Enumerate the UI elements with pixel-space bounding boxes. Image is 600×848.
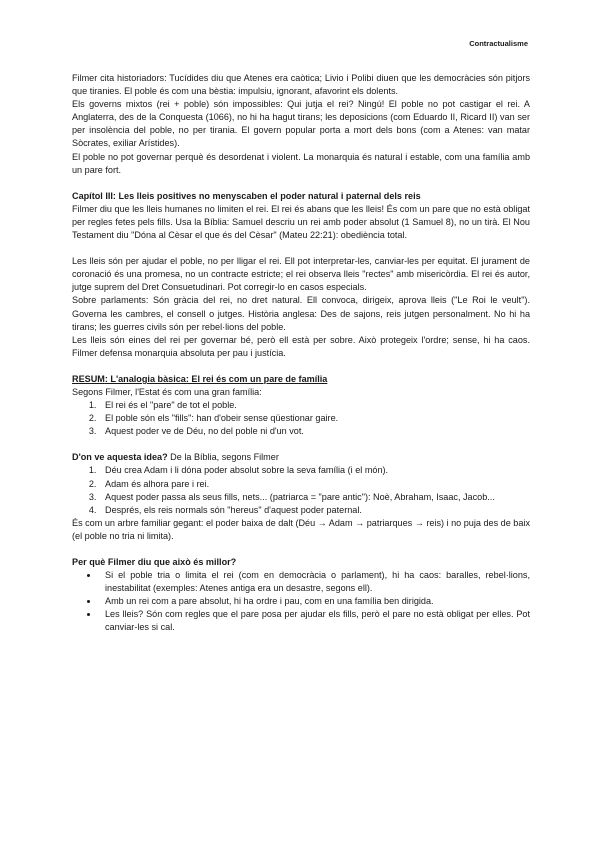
list-item: 2. Adam és alhora pare i rei.	[99, 478, 530, 491]
list-item: • Amb un rei com a pare absolut, hi ha ordre i pau, com en una família ben dirigida.	[99, 595, 530, 608]
summary-heading-text: : L'analogia bàsica: El rei és com un pare de família	[104, 373, 328, 384]
list-item: 1. El rei és el "pare" de tot el poble.	[99, 399, 530, 412]
origin-list	[72, 464, 530, 516]
chapter3-paragraph-3: Sobre parlaments: Són gràcia del rei, no dret natural. Ell convoca, dirigeix, aprova lleis ("Le Roi le veult"). Governa les cambres, el consell o jutges. Història anglesa: Des de sajons, reis jutgen personalment. No hi ha tirans; les guerres civils són per rebel·lions del poble.	[72, 295, 530, 332]
running-header: Contractualisme	[469, 39, 528, 48]
chapter3-paragraph-2: Les lleis són per ajudar el poble, no per lligar el rei. Ell pot interpretar-les, canviar-les per equitat. El jurament de coronació és una promesa, no un contracte estricte; el rei observa lleis "rectes" amb misericòrdia. El rei és autor, jutge suprem del Dret Consuetudinari. Pot corregir-lo en casos especials.	[72, 256, 530, 293]
spacer	[72, 438, 530, 451]
chapter3-heading: Capítol III: Les lleis positives no menyscaben el poder natural i paternal dels reis	[72, 190, 421, 201]
summary-list	[72, 399, 530, 438]
document-body	[72, 72, 530, 635]
origin-heading	[72, 451, 530, 464]
summary-heading	[72, 373, 530, 386]
intro-paragraph-1: Filmer cita historiadors: Tucídides diu que Atenes era caòtica; Livio i Polibi diuen que les democràcies són pitjors que tiranies. El poble és com una bèstia: impulsiu, ignorant, afavorint els dolents.	[72, 73, 530, 97]
spacer	[72, 177, 530, 190]
list-item: • Si el poble tria o limita el rei (com en democràcia o parlament), hi ha caos: baralles, rebel·lions, inestabilitat (exemples: Atenes antiga era un desastre, segons ell).	[99, 569, 530, 595]
spacer	[72, 242, 530, 255]
intro-paragraph-3: El poble no pot governar perquè és desordenat i violent. La monarquia és natural i estable, com una família amb un pare fort.	[72, 151, 530, 175]
why-list	[72, 569, 530, 634]
intro-paragraph-2: Els governs mixtos (rei + poble) són impossibles: Qui jutja el rei? Ningú! El poble no pot castigar el rei. A Anglaterra, des de la Conquesta (1066), no hi ha hagut tirans; les deposicions (com Eduardo II, Ricard II) van ser per insolència del poble, no per tirania. El govern popular porta a mort dels bons (com a Atenes: van matar Sòcrates, exiliar Arístides).	[72, 99, 530, 149]
why-heading: Per què Filmer diu que això és millor?	[72, 557, 237, 567]
chapter3-paragraph-1: Filmer diu que les lleis humanes no limiten el rei. El rei és abans que les lleis! És com un pare que no està obligat per regles fetes pels fills. Usa la Bíblia: Samuel descriu un rei amb poder absolut (1 Samuel 8), no un tirà. El Nou Testament diu "Dóna al Cèsar el que és del Cèsar" (Mateu 22:21): obediència total.	[72, 203, 530, 241]
list-item: 2. El poble són els "fills": han d'obeir sense qüestionar gaire.	[99, 412, 530, 425]
list-item: 3. Aquest poder ve de Déu, no del poble ni d'un vot.	[99, 425, 530, 438]
list-item: • Les lleis? Són com regles que el pare posa per ajudar els fills, però el pare no està obligat per elles. Pot canviar-les si cal.	[99, 608, 530, 634]
summary-heading-label: RESUM	[72, 373, 105, 384]
list-item: 1. Déu crea Adam i li dóna poder absolut sobre la seva família (i el món).	[99, 464, 530, 477]
summary-intro: Segons Filmer, l'Estat és com una gran família:	[72, 386, 262, 397]
spacer	[72, 360, 530, 373]
list-item: 4. Després, els reis normals són "hereus" d'aquest poder paternal.	[99, 504, 530, 517]
chapter3-paragraph-4: Les lleis són eines del rei per governar bé, però ell està per sobre. Això protegeix l'ordre; sense, hi ha caos. Filmer defensa monarquia absoluta per pau i justícia.	[72, 334, 530, 358]
origin-heading-rest: De la Bíblia, segons Filmer	[167, 452, 279, 463]
origin-heading-bold: D'on ve aquesta idea?	[72, 452, 168, 463]
origin-conclusion: És com un arbre familiar gegant: el poder baixa de dalt (Déu → Adam → patriarques → reis) i no puja des de baix (el poble no tria ni limita).	[72, 517, 530, 541]
list-item: 3. Aquest poder passa als seus fills, nets... (patriarca = "pare antic"): Noè, Abraham, Isaac, Jacob...	[99, 491, 530, 504]
spacer	[72, 543, 530, 556]
